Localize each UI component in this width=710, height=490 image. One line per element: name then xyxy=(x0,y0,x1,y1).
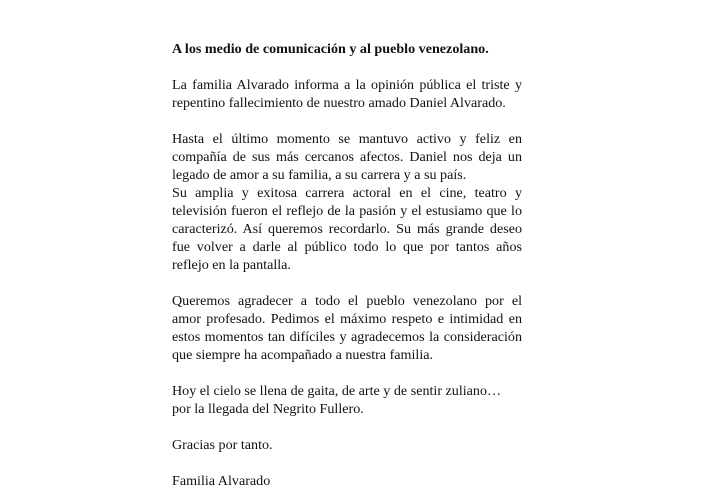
paragraph-line: Hasta el último momento se mantuvo activo y feliz en xyxy=(172,131,522,147)
paragraph-line: fue volver a darle al público todo lo que por tantos años xyxy=(172,239,522,255)
paragraph-line: caracterizó. Así queremos recordarlo. Su más grande deseo xyxy=(172,221,522,237)
paragraph-line: televisión fueron el reflejo de la pasión y el estusiamo que lo xyxy=(172,203,522,219)
paragraph-line: Queremos agradecer a todo el pueblo venezolano por el xyxy=(172,293,522,309)
paragraph-gratitude xyxy=(172,292,522,364)
paragraph-line: legado de amor a su familia, a su carrera y a su país. xyxy=(172,167,467,183)
paragraph-line: Hoy el cielo se llena de gaita, de arte y de sentir zuliano… xyxy=(172,383,502,399)
paragraph-thanks xyxy=(172,436,522,454)
paragraph-line: amor profesado. Pedimos el máximo respeto e intimidad en xyxy=(172,311,522,327)
paragraph-line: que siempre ha acompañado a nuestra familia. xyxy=(172,347,434,363)
paragraph-line: reflejo en la pantalla. xyxy=(172,257,291,273)
statement-document xyxy=(172,40,522,490)
paragraph-line: La familia Alvarado informa a la opinión pública el triste y xyxy=(172,77,522,93)
document-title: A los medio de comunicación y al pueblo venezolano. xyxy=(172,41,489,57)
paragraph-line: estos momentos tan difíciles y agradecemos la consideración xyxy=(172,329,522,345)
paragraph-line: por la llegada del Negrito Fullero. xyxy=(172,401,364,417)
paragraph-line: compañía de sus más cercanos afectos. Daniel nos deja un xyxy=(172,149,522,165)
paragraph-line: repentino fallecimiento de nuestro amado Daniel Alvarado. xyxy=(172,95,506,111)
paragraph-tribute xyxy=(172,130,522,274)
paragraph-farewell xyxy=(172,382,522,418)
signature: Familia Alvarado xyxy=(172,473,271,489)
paragraph-line: Su amplia y exitosa carrera actoral en el cine, teatro y xyxy=(172,185,522,201)
paragraph-line: Gracias por tanto. xyxy=(172,437,273,453)
paragraph-announcement xyxy=(172,76,522,112)
